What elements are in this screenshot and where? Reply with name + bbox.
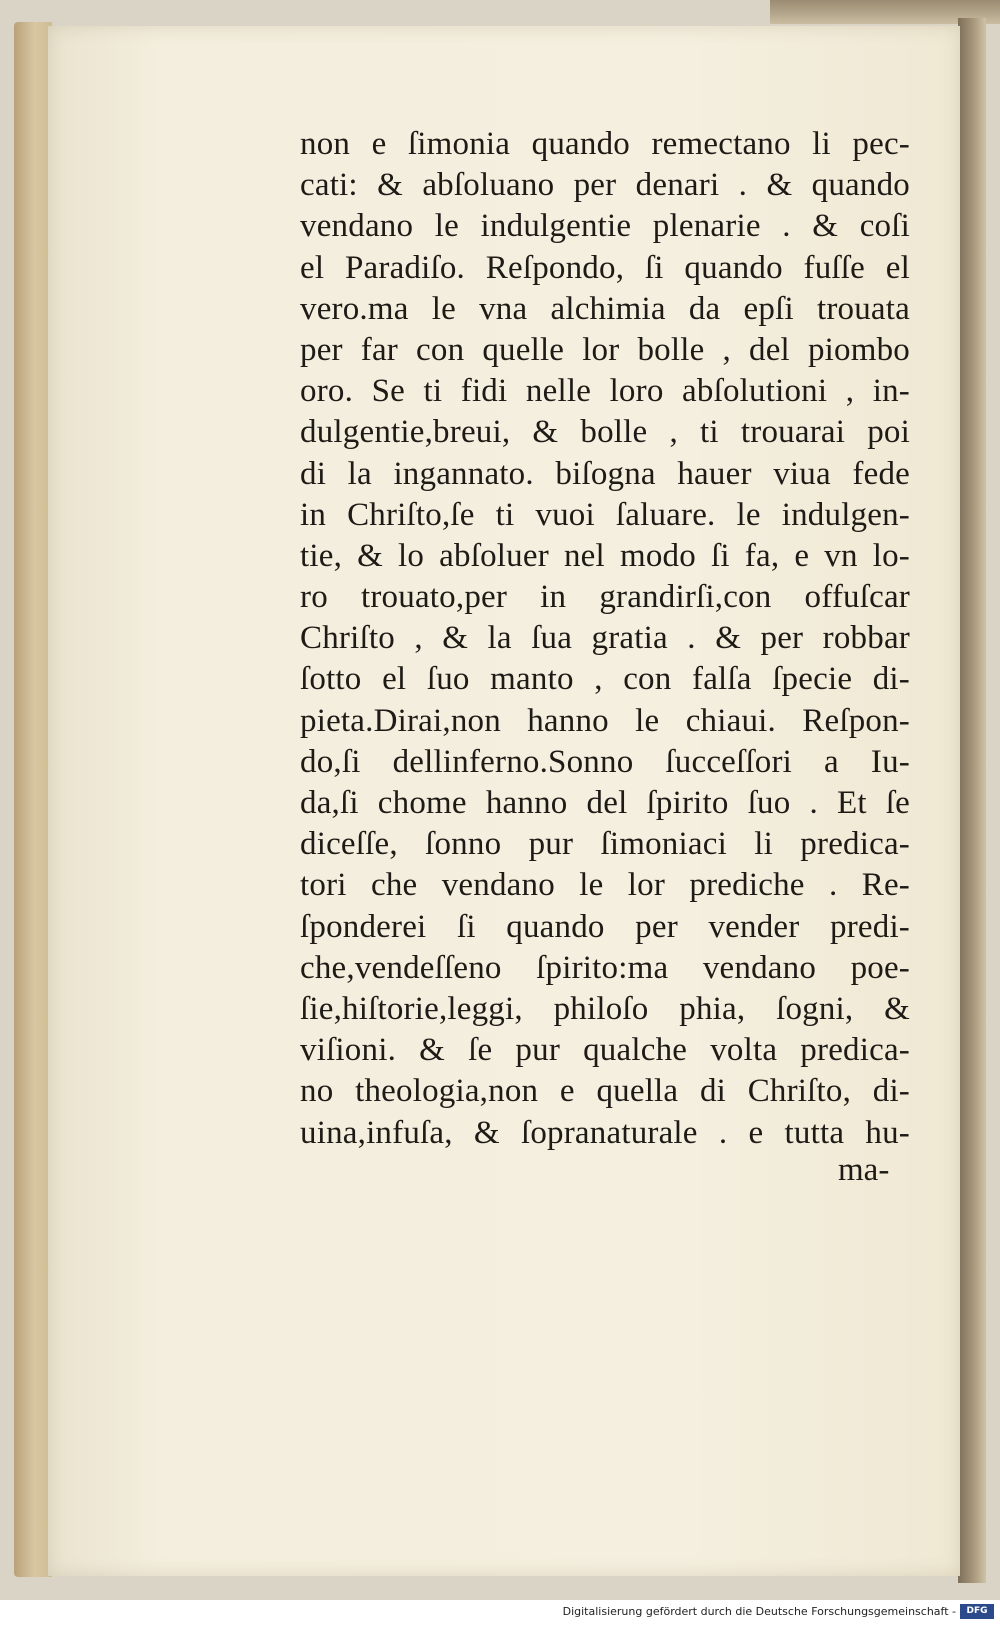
text-line: no theologia,non e quella di Chriſto, di- xyxy=(300,1073,910,1110)
text-line: vero.ma le vna alchimia da epſi trouata xyxy=(300,290,910,327)
text-line: per far con quelle lor bolle , del piombo xyxy=(300,331,910,368)
text-line: dulgentie,breui, & bolle , ti trouarai poi xyxy=(300,414,910,451)
text-line: non e ſimonia quando remectano li pec- xyxy=(300,126,910,162)
dfg-logo: DFG xyxy=(960,1604,994,1619)
text-line: uina,infuſa, & ſopranaturale . e tutta hu- xyxy=(300,1114,910,1151)
text-line: pieta.Dirai,non hanno le chiaui. Reſpon- xyxy=(300,702,910,739)
funding-credit: Digitalisierung gefördert durch die Deutsche Forschungsgemeinschaft - xyxy=(562,1605,956,1618)
text-line: in Chriſto,ſe ti vuoi ſaluare. le indulgen- xyxy=(300,496,910,533)
text-line: oro. Se ti fidi nelle loro abſolutioni , in- xyxy=(300,373,910,410)
text-line: el Paradiſo. Reſpondo, ſi quando fuſſe el xyxy=(300,249,910,286)
text-line: cati: & abſoluano per denari . & quando xyxy=(300,167,910,204)
catchword: ma- xyxy=(838,1152,890,1188)
text-line: che,vendeſſeno ſpirito:ma vendano poe- xyxy=(300,949,910,986)
text-line: do,ſi dellinferno.Sonno ſucceſſori a Iu- xyxy=(300,743,910,780)
text-line: Chriſto , & la ſua gratia . & per robbar xyxy=(300,620,910,657)
text-line: ſotto el ſuo manto , con falſa ſpecie di- xyxy=(300,661,910,698)
text-line: vendano le indulgentie plenarie . & coſi xyxy=(300,208,910,245)
text-line: ſie,hiſtorie,leggi, philoſo phia, ſogni, & xyxy=(300,990,910,1027)
text-line: tie, & lo abſoluer nel modo ſi fa, e vn lo- xyxy=(300,537,910,574)
page-text-block xyxy=(300,124,910,1154)
text-line: tori che vendano le lor prediche . Re- xyxy=(300,867,910,904)
text-line: da,ſi chome hanno del ſpirito ſuo . Et ſe xyxy=(300,785,910,821)
text-line: diceſſe, ſonno pur ſimoniaci li predica- xyxy=(300,826,910,863)
text-line: ro trouato,per in grandirſi,con offuſcar xyxy=(300,579,910,616)
book-fore-edge xyxy=(958,18,986,1583)
text-line: ſponderei ſi quando per vender predi- xyxy=(300,908,910,945)
text-line: di la ingannato. biſogna hauer viua fede xyxy=(300,455,910,492)
text-line: viſioni. & ſe pur qualche volta predica- xyxy=(300,1032,910,1069)
book-spine-edge xyxy=(14,22,52,1577)
